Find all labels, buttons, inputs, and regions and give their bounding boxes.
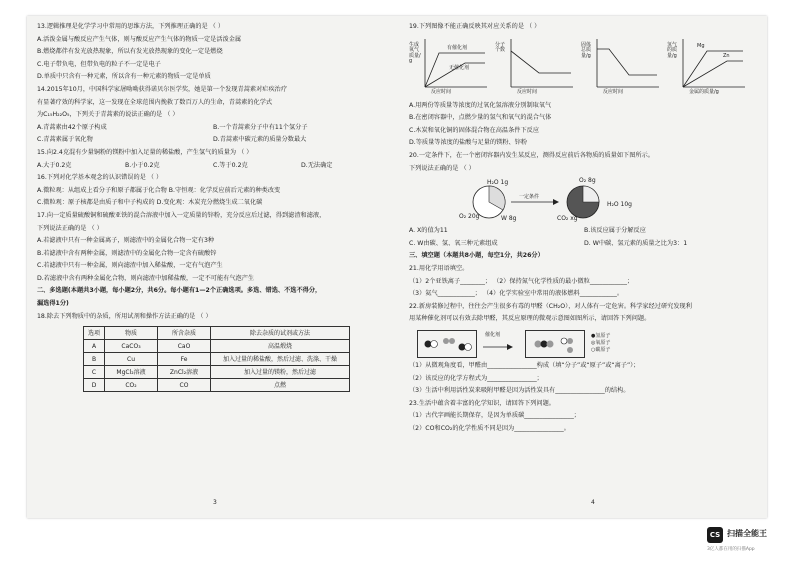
q21-blanks-1: （1）2个亚铁离子________； （2）保持氮气化学性质的最小微粒____________； — [409, 277, 634, 285]
camscanner-logo-icon: CS — [707, 527, 723, 543]
chart-d — [667, 37, 747, 97]
pie-left-h2o-label: H₂O 1g — [487, 179, 509, 187]
chart-b — [495, 37, 575, 97]
q23-stem: 23.生活中蕴含着丰富的化学知识，请回答下列问题。 — [409, 399, 555, 407]
q17-stem-1: 17.向一定质量硫酸铜和硫酸亚铁的混合溶液中加入一定质量的锌粉，充分反应后过滤，得到滤渣和滤液， — [37, 211, 326, 219]
q17-option-c: C.若滤液中只有一种金属，则向滤渣中加入稀盐酸，一定有气泡产生 — [37, 262, 223, 270]
q22-stem-2: 用某种催化剂可以有效去除甲醛，其反应原理的微观示意图如图所示，请回答下列问题。 — [409, 315, 651, 323]
table-cell: MgCl₂溶液 — [105, 366, 158, 379]
q15-option-b: B.小于0.2克 — [125, 161, 160, 169]
chart-a — [409, 37, 489, 97]
page-number-right: 4 — [591, 499, 595, 506]
q22-stem-1: 22.新房装修过程中，往往会产生很多有毒的甲醛（CH₂O），对人体有一定危害。科学家经过研究发现利 — [409, 302, 692, 310]
q13-stem: 13.逻辑推理是化学学习中常用的思维方法，下列推理正确的是 （ ） — [37, 23, 225, 30]
pie-left-o2-label: O₂ 20g — [459, 213, 480, 221]
table-cell: Cu — [105, 353, 158, 366]
q22-sub-3: （3）生活中利用活性炭来吸附甲醛是因为活性炭具有________________的结构。 — [409, 387, 630, 395]
q17-option-b: B.若滤液中含有两种金属，则滤渣中的金属化合物一定含有硫酸锌 — [37, 249, 217, 257]
table-row — [84, 340, 350, 353]
table-cell: 加入过量的镁粉，然后过滤 — [211, 366, 350, 379]
pie-left-w-label: W 8g — [501, 215, 517, 223]
section-2-heading-cont: 漏选得1分) — [37, 300, 69, 308]
q13-option-c: C.电子带负电，但带负电的粒子不一定是电子 — [37, 60, 161, 68]
chart-c-plot — [581, 37, 661, 97]
q14-option-c: C.青蒿素属于氧化物 — [37, 136, 93, 144]
page-number-left: 3 — [213, 499, 217, 506]
section-3-heading: 三、填空题（本题共8小题，每空1分，共26分） — [409, 252, 544, 260]
q15-option-a: A.大于0.2克 — [37, 161, 72, 169]
q19-option-c: C.木炭和氧化铜的固体混合物在高温条件下反应 — [409, 126, 540, 134]
section-2-heading: 二、多选题(本题共3小题，每小题2分，共6分。每小题有1—2个正确选项。多选、错选、不选不得分， — [37, 287, 322, 295]
chart-a-series-1: 有催化剂 — [447, 44, 468, 51]
q23-sub-1: （1）古代字画能长期保存，是因为单质碳________________； — [409, 412, 580, 420]
q14-stem-1: 14.2015年10月，中国科学家屠呦呦获得诺贝尔医学奖，她是第一个发现青蒿素对疟疾治疗 — [37, 85, 288, 93]
right-column — [409, 22, 759, 436]
diagram-legend — [591, 333, 610, 354]
q15-stem: 15.向2.4克混有少量铜粉的镁粉中加入足量的稀盐酸，产生氢气的质量为 （ ） — [37, 148, 253, 156]
table-row — [84, 353, 350, 366]
q16-stem: 16.下列对化学基本观念的认识错误的是 （ ） — [37, 174, 163, 182]
table-cell: CO — [158, 379, 211, 392]
table-row — [84, 366, 350, 379]
table-row — [84, 379, 350, 392]
chart-c — [581, 37, 661, 97]
catalyst-arrow — [483, 337, 513, 351]
q15-option-c: C.等于0.2克 — [213, 161, 248, 169]
table-cell: CO₂ — [105, 379, 158, 392]
q22-sub-2: （2）该反应的化学方程式为________________； — [409, 374, 543, 382]
table-cell: C — [84, 366, 105, 379]
q19-stem: 19.下列图像不能正确反映其对应关系的是 （ ） — [409, 23, 541, 30]
q17-option-d: D.若滤液中含有两种金属化合物，则向滤渣中加稀盐酸，一定不可能有气泡产生 — [37, 274, 255, 282]
q16-options-cd: C.微粒观：原子核都是由质子和中子构成的 D.变化观：木炭充分燃烧生成二氧化碳 — [37, 199, 263, 207]
q18-table — [83, 326, 350, 392]
legend-oxygen: ◎氧原子 — [591, 340, 611, 347]
table-header-cell: 所含杂质 — [158, 327, 211, 340]
table-header-cell: 选项 — [84, 327, 105, 340]
q17-option-a: A.若滤液中只有一种金属离子，则滤渣中的金属化合物一定有3种 — [37, 237, 215, 245]
q14-stem-2: 有显著疗效的科学家，这一发现在全球范围内挽救了数百万人的生命，青蒿素的化学式 — [37, 98, 273, 106]
chart-a-ylabel: 生成氧气质量/g — [409, 41, 421, 65]
legend-hydrogen: ●氢原子 — [591, 333, 611, 340]
table-cell: B — [84, 353, 105, 366]
reaction-arrow-label: 一定条件 — [519, 194, 540, 201]
watermark-title: 扫描全能王 — [727, 529, 767, 538]
table-cell: 点燃 — [211, 379, 350, 392]
q23-sub-2: （2）CO和CO₂的化学性质不同是因为________________。 — [409, 424, 570, 432]
q17-stem-2: 下列说法正确的是 （ ） — [37, 224, 103, 232]
q19-option-a: A.用两份等质量等浓度的过氧化氢溶液分别制取氧气 — [409, 101, 552, 109]
pie-right-co2-label: CO₂ xg — [557, 215, 578, 223]
table-cell: A — [84, 340, 105, 353]
q18-stem: 18.除去下列物质中的杂质，所用试剂和操作方法正确的是 （ ） — [37, 312, 212, 320]
table-header-cell: 物质 — [105, 327, 158, 340]
chart-c-ylabel: 固体总质量/g — [581, 41, 592, 59]
chart-d-ylabel: 氢气的质量/g — [667, 41, 678, 59]
chart-c-xlabel: 反应时间 — [603, 88, 624, 95]
table-header-cell: 除去杂质的试剂或方法 — [211, 327, 350, 340]
q20-options-row-1 — [409, 226, 759, 239]
q22-micro-diagram: 催化剂 ●氢原子 ◎氧原子 ○碳原子 — [417, 327, 759, 361]
scanned-exam-sheet — [27, 16, 767, 518]
table-cell: Fe — [158, 353, 211, 366]
pie-right-o2-label: O₂ 8g — [579, 177, 596, 185]
table-cell: ZnCl₂溶液 — [158, 366, 211, 379]
table-cell: CaO — [158, 340, 211, 353]
q22-sub-1: （1）从微观角度看，甲醛由________________构成（填“分子”或“原子”或“离子”）； — [409, 361, 640, 369]
chart-d-series-mg: Mg — [697, 42, 705, 49]
table-cell: 高温煅烧 — [211, 340, 350, 353]
product-box — [525, 330, 585, 358]
chart-b-ylabel: 分子个数 — [495, 41, 506, 54]
q13-option-b: B.燃烧都伴有发光放热现象，所以有发光放热现象的变化一定是燃烧 — [37, 48, 223, 56]
q14-option-b: B.一个青蒿素分子中有11个氢分子 — [213, 123, 308, 131]
q19-option-d: D.等质量等浓度的盐酸与足量的镁粉、锌粉 — [409, 139, 528, 147]
chart-a-xlabel: 反应时间 — [431, 88, 452, 95]
reactant-molecules — [418, 331, 476, 357]
q20-option-b: B.该反应属于分解反应 — [584, 227, 646, 235]
product-molecules — [526, 331, 584, 357]
q20-pie-diagram — [409, 176, 759, 226]
q14-options-row-2 — [37, 135, 389, 148]
q14-option-d: D.青蒿素中碳元素的质量分数最大 — [213, 136, 307, 144]
q13-option-a: A.活泼金属与酸反应产生气体，则与酸反应产生气体的物质一定是活泼金属 — [37, 35, 242, 43]
table-cell: CaCO₃ — [105, 340, 158, 353]
q20-option-c: C. W由碳、氢、氧三种元素组成 — [409, 239, 498, 247]
chart-b-xlabel: 反应时间 — [517, 88, 538, 95]
q15-options — [37, 161, 389, 174]
table-cell: D — [84, 379, 105, 392]
reactant-box — [417, 330, 477, 358]
chart-d-plot — [667, 37, 747, 97]
q21-blanks-2: （3）氦气____________； （4）化学实验室中常用的液体燃料____________。 — [409, 290, 624, 298]
q19-charts — [409, 37, 759, 97]
watermark-subtitle: 3亿人都在用的扫描App — [707, 547, 755, 552]
table-header-row — [84, 327, 350, 340]
q15-option-d: D.无法确定 — [301, 161, 333, 169]
q16-options-ab: A.微粒观：从组成上看分子和原子都属于化合物 B.守恒观：化学反应前后元素的种类改变 — [37, 186, 281, 194]
q20-options-row-2 — [409, 239, 759, 252]
q13-option-d: D.单质中只含有一种元素，所以含有一种元素的物质一定是单质 — [37, 73, 211, 81]
q20-stem-2: 下列说法正确的是 （ ） — [409, 164, 475, 172]
q14-stem-3: 为C₁₅H₂₂O₅，下列关于青蒿素的说法正确的是 （ ） — [37, 111, 179, 119]
legend-carbon: ○碳原子 — [591, 347, 611, 354]
left-column — [37, 22, 389, 394]
q14-option-a: A.青蒿素由42个原子构成 — [37, 123, 107, 131]
q14-options-row-1 — [37, 123, 389, 136]
pie-right-h2o-label: H₂O 10g — [607, 201, 632, 209]
chart-b-plot — [495, 37, 575, 97]
chart-a-series-2: 无催化剂 — [449, 64, 470, 71]
q20-stem-1: 20.一定条件下，在一个密闭容器内发生某反应，测得反应前后各物质的质量如下图所示。 — [409, 151, 654, 159]
q19-option-b: B.在密闭容器中，点燃少量的氢气和氧气的混合气体 — [409, 114, 552, 122]
table-cell: 加入过量的稀盐酸，然后过滤、洗涤、干燥 — [211, 353, 350, 366]
q20-option-d: D. W中碳、氢元素的质量之比为3：1 — [584, 239, 688, 247]
chart-d-xlabel: 金属的质量/g — [689, 88, 719, 95]
q21-stem: 21.用化学用语填空。 — [409, 264, 469, 272]
chart-d-series-zn: Zn — [723, 52, 730, 59]
q20-option-a: A. X的值为11 — [409, 227, 448, 235]
